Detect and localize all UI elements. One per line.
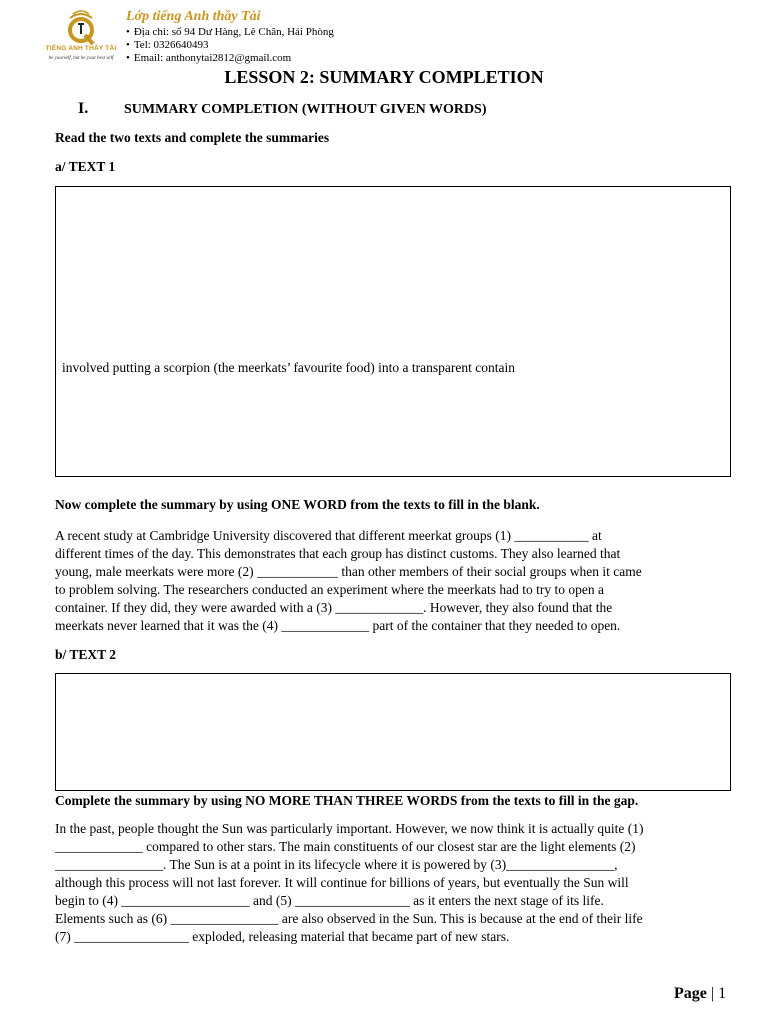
text2-instruction: Complete the summary by using NO MORE THAN THREE WORDS from the texts to fill in the gap.: [55, 793, 639, 808]
contact-email: • Email: anthonytai2812@gmail.com: [126, 52, 334, 65]
logo-name: TIẾNG ANH THẦY TÀI: [45, 45, 117, 52]
contact-address: • Địa chỉ: số 94 Dư Hàng, Lê Chân, Hải Phòng: [126, 26, 334, 39]
text1-summary: [55, 527, 735, 635]
section-number: I.: [78, 100, 89, 117]
summary-line: meerkats never learned that it was the (4) _____________ part of the container that they needed to open.: [55, 618, 621, 633]
contact-phone: • Tel: 0326640493: [126, 39, 334, 52]
summary-line: container. If they did, they were awarded with a (3) _____________. However, they also found that the: [55, 600, 613, 615]
logo-tagline: be yourself, but be your best self: [48, 56, 114, 61]
text1-heading: a/ TEXT 1: [55, 159, 116, 174]
lesson-title: LESSON 2: SUMMARY COMPLETION: [224, 67, 544, 87]
logo-q-icon: [40, 8, 122, 46]
page-separator: |: [710, 985, 715, 1002]
text2-summary: [55, 820, 735, 946]
text1-box-text: involved putting a scorpion (the meerkats’ favourite food) into a transparent contain: [62, 360, 515, 375]
contact-list: [126, 26, 334, 65]
page-number: 1: [718, 985, 727, 1002]
school-logo: [40, 8, 122, 68]
text1-box: [55, 186, 731, 477]
summary-line: different times of the day. This demonstrates that each group has distinct customs. They also learned that: [55, 546, 621, 561]
text2-box: [55, 673, 731, 791]
summary-line: begin to (4) ___________________ and (5) _________________ as it enters the next stage of its life.: [55, 893, 604, 908]
main-instruction: Read the two texts and complete the summaries: [55, 130, 330, 145]
page-footer: [674, 985, 726, 1003]
summary-line: young, male meerkats were more (2) ____________ than other members of their social groups when it came: [55, 564, 642, 579]
summary-line: _____________ compared to other stars. The main constituents of our closest star are the light elements (2): [55, 839, 636, 854]
summary-line: In the past, people thought the Sun was particularly important. However, we now think it is actually quite (1): [55, 821, 644, 836]
summary-line: to problem solving. The researchers conducted an experiment where the meerkats had to try to open a: [55, 582, 604, 597]
section-title: SUMMARY COMPLETION (WITHOUT GIVEN WORDS): [124, 102, 487, 117]
text2-heading: b/ TEXT 2: [55, 647, 117, 662]
summary-line: Elements such as (6) ________________ are also observed in the Sun. This is because at the end of their life: [55, 911, 643, 926]
summary-line: (7) _________________ exploded, releasing material that became part of new stars.: [55, 929, 510, 944]
school-name: Lớp tiếng Anh thầy Tài: [126, 9, 261, 24]
text1-instruction: Now complete the summary by using ONE WORD from the texts to fill in the blank.: [55, 497, 540, 512]
summary-line: A recent study at Cambridge University discovered that different meerkat groups (1) ___________ at: [55, 528, 602, 543]
summary-line: ________________. The Sun is at a point in its lifecycle where it is powered by (3)________________,: [55, 857, 618, 872]
summary-line: although this process will not last forever. It will continue for billions of years, but eventually the Sun will: [55, 875, 629, 890]
page-label: Page: [674, 985, 707, 1002]
